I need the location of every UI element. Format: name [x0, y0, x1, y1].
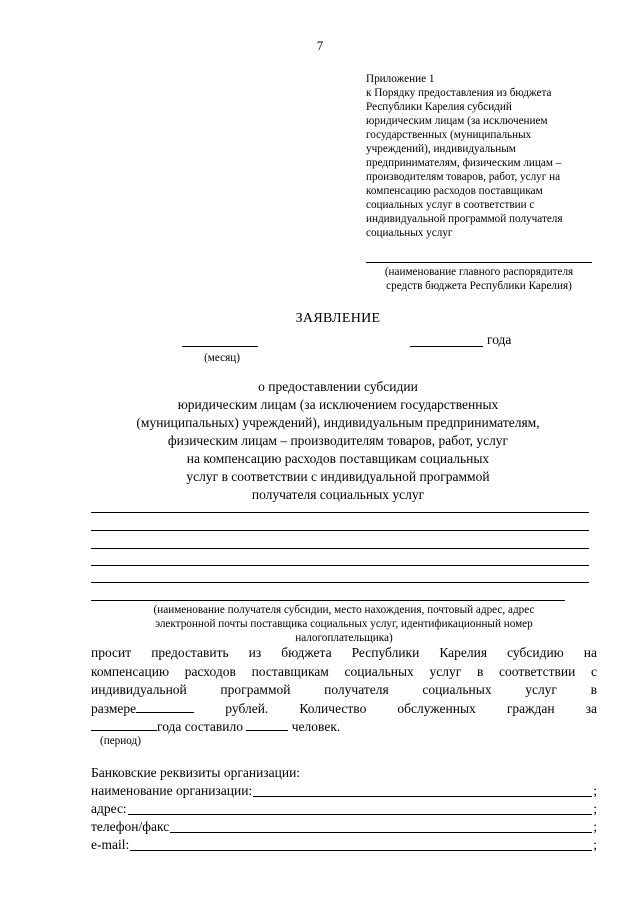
- recipient-line[interactable]: [91, 600, 565, 601]
- count-label: года составило: [157, 719, 244, 734]
- recipient-line[interactable]: [91, 565, 589, 566]
- addressee-line[interactable]: [366, 262, 592, 263]
- subject-line: услуг в соответствии с индивидуальной программой: [186, 469, 490, 484]
- bank-field-label: адрес:: [91, 801, 127, 816]
- recipient-caption-line: (наименование получателя субсидии, место нахождения, почтовый адрес, адрес: [153, 604, 535, 616]
- appendix-block: [366, 72, 606, 240]
- appendix-line: предпринимателям, физическим лицам –: [366, 157, 562, 169]
- document-title: ЗАЯВЛЕНИЕ: [295, 311, 381, 326]
- request-paragraph: [91, 644, 597, 737]
- recipient-caption-line: электронной почты поставщика социальных услуг, идентификационный номер: [155, 618, 533, 630]
- appendix-line: индивидуальной программой получателя: [366, 213, 563, 225]
- count-field[interactable]: [246, 718, 288, 731]
- appendix-line: социальных услуг в соответствии с: [366, 199, 535, 211]
- bank-field-end: ;: [593, 783, 597, 798]
- addressee-caption-line: средств бюджета Республики Карелия): [386, 280, 572, 292]
- page-number: 7: [316, 38, 324, 53]
- bank-field-end: ;: [593, 801, 597, 816]
- appendix-line: производителям товаров, работ, услуг на: [366, 171, 561, 183]
- bank-row-organization: [91, 782, 597, 800]
- year-field[interactable]: [410, 346, 483, 347]
- addressee-caption: [366, 265, 592, 293]
- bank-heading: Банковские реквизиты организации:: [91, 765, 301, 780]
- subject-line: на компенсацию расходов поставщикам социальных: [186, 451, 490, 466]
- addressee-caption-line: (наименование главного распорядителя: [384, 266, 574, 278]
- subject-line: юридическим лицам (за исключением государственных: [177, 397, 499, 412]
- address-field[interactable]: [128, 813, 593, 815]
- appendix-line: юридическим лицам (за исключением: [366, 115, 548, 127]
- month-caption: (месяц): [204, 352, 240, 364]
- count-tail: человек.: [291, 719, 341, 734]
- month-field[interactable]: [182, 346, 258, 347]
- appendix-line: Приложение 1: [366, 73, 435, 85]
- amount-field[interactable]: [136, 700, 194, 713]
- appendix-line: Республики Карелия субсидий: [366, 101, 512, 113]
- appendix-line: учреждений), индивидуальным: [366, 143, 516, 155]
- appendix-line: компенсацию расходов поставщикам: [366, 185, 543, 197]
- appendix-line: социальных услуг: [366, 227, 453, 239]
- request-line: компенсацию расходов поставщикам социальных услуг в соответствии с: [91, 663, 597, 679]
- subject-line: получателя социальных услуг: [251, 487, 425, 502]
- period-caption: (период): [100, 735, 141, 747]
- organization-name-field[interactable]: [253, 795, 592, 797]
- recipient-caption: [91, 603, 597, 645]
- amount-label: размере: [91, 700, 137, 716]
- bank-row-phone: [91, 818, 597, 836]
- bank-field-label: e-mail:: [91, 837, 130, 852]
- period-field[interactable]: [91, 718, 157, 731]
- request-line: индивидуальной программой получателя социальных услуг в: [91, 682, 597, 697]
- bank-field-end: ;: [593, 837, 597, 852]
- phone-fax-field[interactable]: [170, 831, 592, 833]
- amount-tail: рублей. Количество обслуженных граждан за: [225, 700, 598, 716]
- email-field[interactable]: [130, 849, 592, 851]
- recipient-line[interactable]: [91, 582, 589, 583]
- recipient-line[interactable]: [91, 548, 589, 549]
- subject-block: [0, 378, 640, 504]
- appendix-line: государственных (муниципальных: [366, 129, 532, 141]
- year-word: года: [487, 332, 512, 347]
- bank-field-label: наименование организации:: [91, 783, 253, 798]
- subject-line: (муниципальных) учреждений), индивидуальным предпринимателям,: [136, 415, 540, 430]
- request-line: просит предоставить из бюджета Республики Карелия субсидию на: [91, 645, 597, 660]
- bank-row-email: [91, 836, 597, 854]
- request-line: [91, 700, 597, 719]
- bank-field-end: ;: [593, 819, 597, 834]
- recipient-caption-line: налогоплательщика): [295, 632, 393, 644]
- recipient-line[interactable]: [91, 530, 589, 531]
- bank-row-address: [91, 800, 597, 818]
- subject-line: физическим лицам – производителям товаров, работ, услуг: [167, 433, 509, 448]
- appendix-line: к Порядку предоставления из бюджета: [366, 87, 552, 99]
- bank-block: [91, 764, 597, 854]
- subject-line: о предоставлении субсидии: [258, 379, 418, 394]
- bank-field-label: телефон/факс: [91, 819, 170, 834]
- recipient-line[interactable]: [91, 512, 589, 513]
- request-line: [91, 718, 597, 737]
